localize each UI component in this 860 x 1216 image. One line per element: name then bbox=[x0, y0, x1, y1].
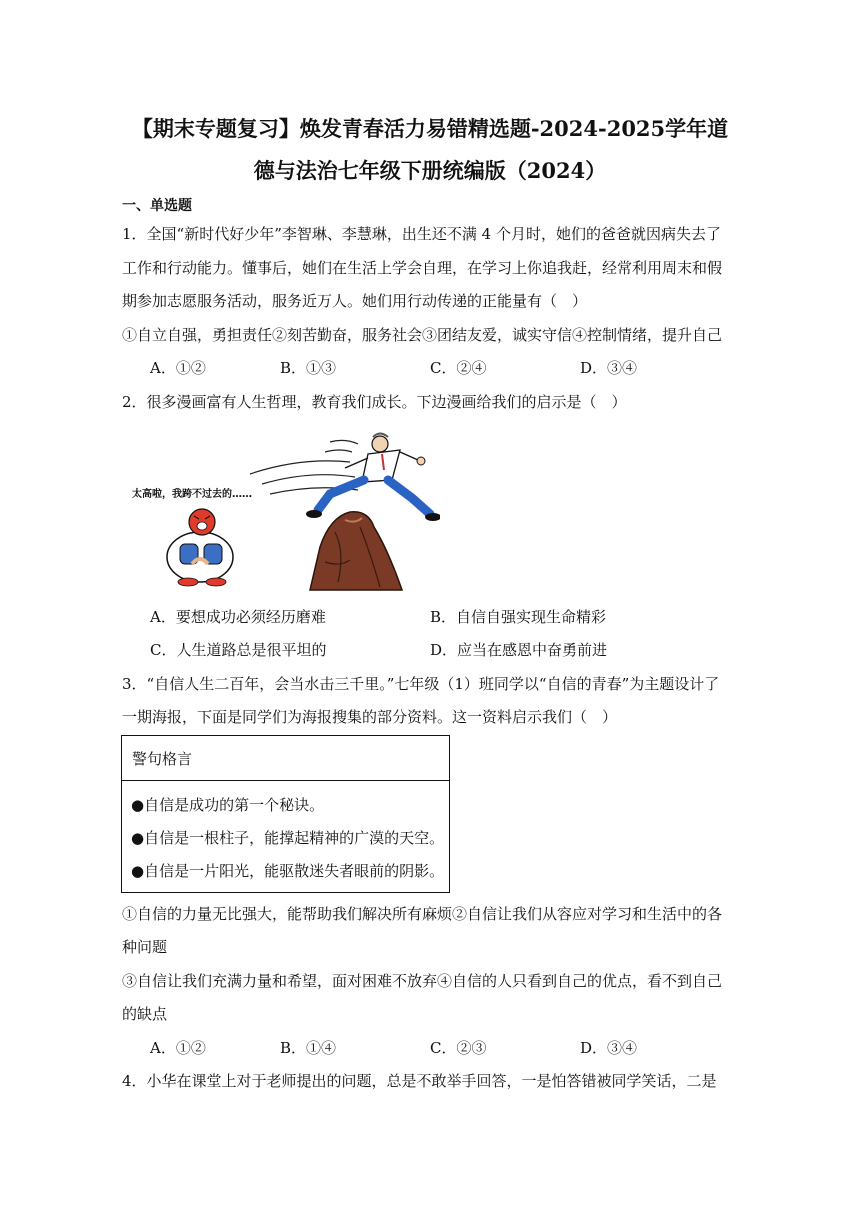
question-1-statements: ①自立自强，勇担责任②刻苦勤奋，服务社会③团结友爱，诚实守信④控制情绪，提升自己 bbox=[122, 326, 723, 344]
quote-item: ●自信是一根柱子，能撑起精神的广漠的天空。 bbox=[131, 829, 445, 847]
quotes-box-title: 警句格言 bbox=[132, 750, 193, 768]
question-1-option-d[interactable]: D．③④ bbox=[580, 359, 638, 377]
question-2-option-d[interactable]: D．应当在感恩中奋勇前进 bbox=[430, 641, 608, 659]
question-2-option-c[interactable]: C．人生道路总是很平坦的 bbox=[150, 641, 327, 659]
document-title-line-1: 【期末专题复习】焕发青春活力易错精选题-2024-2025学年道 bbox=[131, 116, 729, 141]
question-3-stem-line: 一期海报，下面是同学们为海报搜集的部分资料。这一资料启示我们（ ） bbox=[122, 708, 618, 726]
quote-item: ●自信是一片阳光，能驱散迷失者眼前的阴影。 bbox=[131, 862, 445, 880]
question-3-option-b[interactable]: B．①④ bbox=[280, 1039, 337, 1057]
question-2-stem: 2．很多漫画富有人生哲理，教育我们成长。下边漫画给我们的启示是（ ） bbox=[122, 393, 627, 411]
quote-item: ●自信是成功的第一个秘诀。 bbox=[131, 796, 325, 814]
question-1-option-b[interactable]: B．①③ bbox=[280, 359, 337, 377]
question-3-statement-line: ①自信的力量无比强大，能帮助我们解决所有麻烦②自信让我们从容应对学习和生活中的各 bbox=[122, 905, 723, 923]
question-2-option-a[interactable]: A．要想成功必须经历磨难 bbox=[150, 608, 326, 626]
quotes-box-header bbox=[122, 736, 449, 781]
question-4-stem-line: 4．小华在课堂上对于老师提出的问题，总是不敢举手回答，一是怕答错被同学笑话，二是 bbox=[122, 1072, 717, 1090]
cartoon-illustration bbox=[130, 432, 440, 592]
question-3-option-c[interactable]: C．②③ bbox=[430, 1039, 487, 1057]
jumping-figure bbox=[306, 434, 440, 522]
rock-obstacle bbox=[310, 512, 402, 590]
question-3-stem-line: 3．“自信人生二百年，会当水击三千里。”七年级（1）班同学以“自信的青春”为主题设计了 bbox=[122, 675, 720, 693]
document-title-line-2: 德与法治七年级下册统编版（2024） bbox=[253, 158, 607, 183]
question-2-option-b[interactable]: B．自信自强实现生命精彩 bbox=[430, 608, 607, 626]
section-heading: 一、单选题 bbox=[122, 198, 192, 214]
question-3-statement-line: 的缺点 bbox=[122, 1005, 168, 1023]
question-3-statement-line: ③自信让我们充满力量和希望，面对困难不放弃④自信的人只看到自己的优点，看不到自己 bbox=[122, 972, 723, 990]
question-1-stem-line: 期参加志愿服务活动，服务近万人。她们用行动传递的正能量有（ ） bbox=[122, 292, 588, 310]
question-3-option-a[interactable]: A．①② bbox=[150, 1039, 206, 1057]
question-1-option-a[interactable]: A．①② bbox=[150, 359, 206, 377]
question-3-statement-line: 种问题 bbox=[122, 938, 168, 956]
question-1-stem-line: 工作和行动能力。懂事后，她们在生活上学会自理，在学习上你追我赶，经常利用周末和假 bbox=[122, 259, 723, 277]
crouching-figure bbox=[167, 509, 233, 586]
cartoon-caption: 太高啦，我跨不过去的…… bbox=[132, 489, 252, 500]
question-3-option-d[interactable]: D．③④ bbox=[580, 1039, 638, 1057]
quotes-box bbox=[121, 735, 450, 893]
question-1-option-c[interactable]: C．②④ bbox=[430, 359, 487, 377]
question-1-stem-line: 1．全国“新时代好少年”李智琳、李慧琳，出生还不满 4 个月时，她们的爸爸就因病失去了 bbox=[122, 225, 721, 243]
